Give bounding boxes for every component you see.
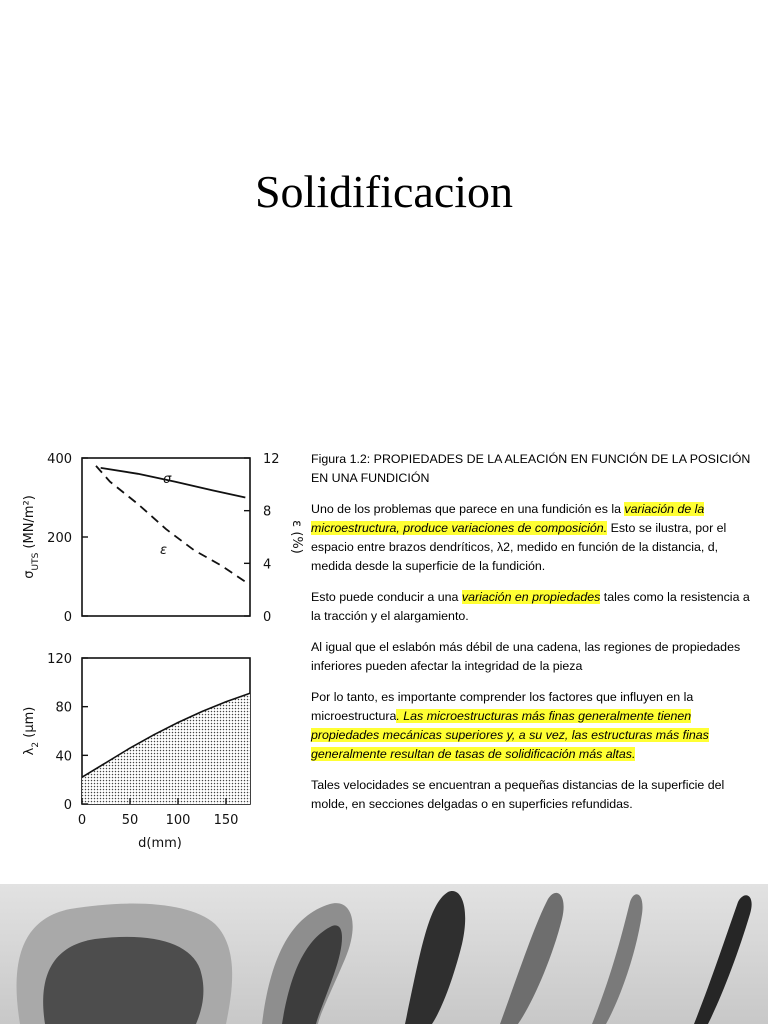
p2-text-a: Esto puede conducir a una [311, 590, 462, 604]
top-y-tick-label: 0 [63, 610, 72, 625]
p1-highlight: variación de la microestructura, produce variaciones de composición. [311, 502, 705, 535]
bottom-x-tick-label: 150 [213, 813, 239, 828]
bottom-y-tick-label: 0 [63, 798, 72, 813]
figure-1-2 [0, 440, 304, 860]
body-text [311, 450, 759, 826]
top-y2-tick-label: 0 [263, 610, 272, 625]
paragraph-5 [311, 776, 759, 814]
p1-text-a: Uno de los problemas que parece en una fundición es la [311, 502, 625, 516]
dendrite-spacing-chart [22, 652, 250, 851]
top-y-tick-label: 400 [47, 452, 72, 467]
paragraph-2 [311, 588, 759, 626]
top-y2-label: ε (%) [289, 520, 304, 554]
strength-elongation-chart [22, 452, 304, 625]
p4-text-a: Por lo tanto, es importante comprender los factores que influyen en la microestructura [311, 690, 694, 723]
lambda-area-fill [82, 693, 250, 804]
bottom-x-tick-label: 0 [77, 813, 87, 828]
p1-text-b: Esto se ilustra, por el espacio entre brazos dendríticos, λ2, medido en función de la distancia, d, medida desde la superficie de la fundición. [311, 521, 727, 573]
dendrite-micrograph-strip [0, 884, 768, 1024]
p4-highlight: . Las microestructuras más finas generalmente tienen propiedades mecánicas superiores y, a su vez, las estructuras más finas generalmente resultan de tasas de solidificación más altas. [311, 709, 709, 761]
top-y2-tick-label: 8 [263, 504, 272, 520]
sigma-series-line [101, 468, 246, 498]
bottom-y-tick-label: 120 [47, 652, 72, 667]
bottom-y-label: $\lambda_2$ (μm) [22, 706, 41, 756]
bottom-x-tick-label: 50 [121, 813, 139, 828]
paragraph-3 [311, 638, 759, 676]
caption-text: Figura 1.2: PROPIEDADES DE LA ALEACIÓN EN FUNCIÓN DE LA POSICIÓN EN UNA FUNDICIÓN [311, 452, 751, 485]
bottom-y-tick-label: 40 [55, 749, 72, 765]
bottom-x-label: d(mm) [138, 836, 182, 851]
paragraph-4 [311, 688, 759, 764]
slide-title: Solidificacion [254, 166, 514, 217]
top-y-tick-label: 200 [47, 531, 72, 546]
p2-text-b: tales como la resistencia a la tracción y el alargamiento. [311, 590, 750, 623]
sigma-series-label: σ [163, 472, 172, 487]
bottom-y-tick-label: 80 [55, 700, 72, 716]
epsilon-series-label: ε [160, 543, 168, 558]
top-y2-tick-label: 12 [263, 452, 280, 467]
p2-highlight: variación en propiedades [461, 590, 601, 604]
p3-text: Al igual que el eslabón más débil de una cadena, las regiones de propiedades inferiores pueden afectar la integridad de la pieza [311, 640, 741, 673]
figure-caption [311, 450, 759, 488]
bottom-x-tick-label: 100 [165, 813, 191, 828]
top-y2-tick-label: 4 [263, 557, 272, 573]
paragraph-1 [311, 500, 759, 576]
p5-text: Tales velocidades se encuentran a pequeñas distancias de la superficie del molde, en secciones delgadas o en superficies refundidas. [311, 778, 725, 811]
top-y-label: $\sigma_{UTS}$ (MN/m²) [22, 495, 41, 579]
